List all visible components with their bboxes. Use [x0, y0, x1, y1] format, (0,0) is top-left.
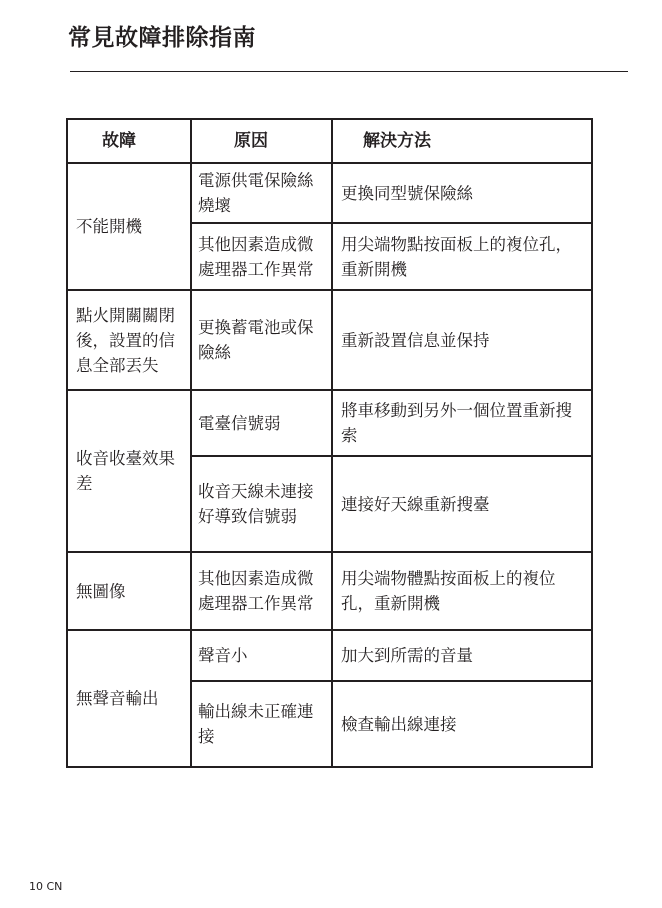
cause-cell: 聲音小	[191, 630, 332, 681]
cause-cell: 輸出線未正確連接	[191, 681, 332, 767]
cause-cell: 其他因素造成微處理器工作異常	[191, 552, 332, 630]
solution-cell: 用尖端物點按面板上的複位孔，重新開機	[332, 223, 592, 290]
fault-cell: 不能開機	[67, 163, 191, 290]
table-row	[67, 630, 592, 681]
solution-cell: 將車移動到另外一個位置重新搜索	[332, 390, 592, 456]
solution-cell: 重新設置信息並保持	[332, 290, 592, 390]
table-row	[67, 390, 592, 456]
table-row	[67, 163, 592, 223]
solution-cell: 用尖端物體點按面板上的複位孔，重新開機	[332, 552, 592, 630]
cause-cell: 電臺信號弱	[191, 390, 332, 456]
header-cause: 原因	[191, 119, 332, 163]
solution-cell: 更換同型號保險絲	[332, 163, 592, 223]
cause-cell: 更換蓄電池或保險絲	[191, 290, 332, 390]
table-row	[67, 552, 592, 630]
cause-cell: 收音天線未連接好導致信號弱	[191, 456, 332, 552]
fault-cell: 點火開關關閉後，設置的信息全部丟失	[67, 290, 191, 390]
page-title: 常見故障排除指南	[68, 25, 256, 51]
header-solution: 解決方法	[332, 119, 592, 163]
title-divider	[70, 71, 628, 72]
fault-cell: 無聲音輸出	[67, 630, 191, 767]
solution-cell: 連接好天線重新搜臺	[332, 456, 592, 552]
header-fault: 故障	[67, 119, 191, 163]
solution-cell: 檢查輸出線連接	[332, 681, 592, 767]
page-number: 10 CN	[29, 880, 63, 893]
table-row	[67, 290, 592, 390]
table-header-row	[67, 119, 592, 163]
fault-cell: 收音收臺效果差	[67, 390, 191, 552]
cause-cell: 電源供電保險絲燒壞	[191, 163, 332, 223]
solution-cell: 加大到所需的音量	[332, 630, 592, 681]
troubleshooting-table	[66, 118, 593, 768]
fault-cell: 無圖像	[67, 552, 191, 630]
cause-cell: 其他因素造成微處理器工作異常	[191, 223, 332, 290]
